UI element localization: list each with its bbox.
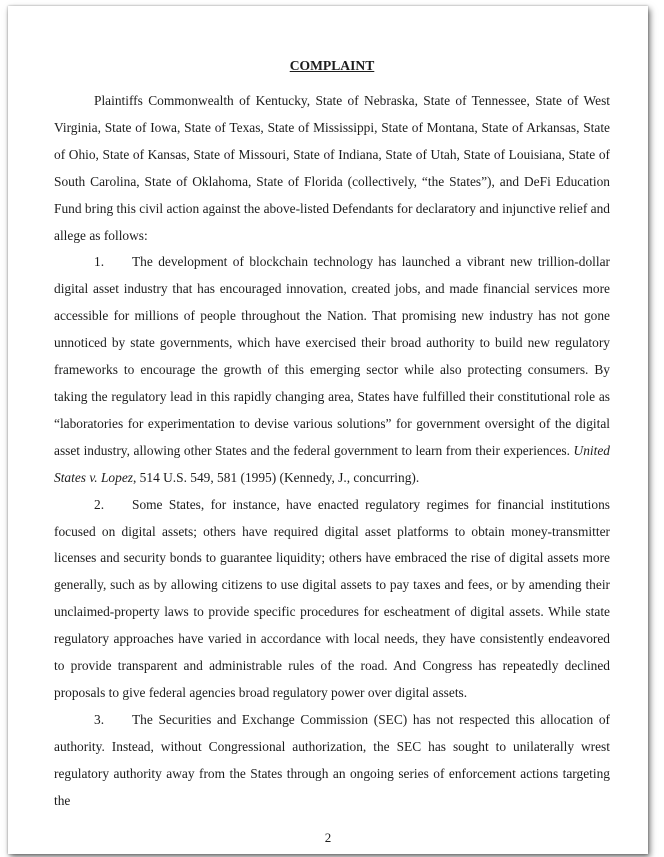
citation-details: , 514 U.S. 549, 581 (1995) (Kennedy, J., concurring). — [132, 469, 420, 485]
paragraph-number: 1. — [94, 254, 105, 270]
document-body — [54, 56, 610, 814]
case-citation: United States v. Lopez — [54, 442, 610, 485]
page-number: 2 — [324, 830, 332, 845]
paragraph-text: Some States, for instance, have enacted regulatory regimes for financial institutions focused on digital assets; others have required digital asset platforms to obtain money-transmitter licenses and security bonds to guarantee liquidity; others have embraced the rise of digital assets more generally, such as by allowing citizens to use digital assets to pay taxes and fees, or by amending their unclaimed-property laws to provide specific procedures for escheatment of digital assets. While state regulatory approaches have varied in accordance with local needs, they have consistently endeavored to provide transparent and administrable rules of the road. And Congress has repeatedly declined proposals to give federal agencies broad regulatory power over digital assets. — [54, 496, 610, 700]
numbered-paragraph-2 — [54, 492, 610, 707]
intro-paragraph: Plaintiffs Commonwealth of Kentucky, State of Nebraska, State of Tennessee, State of West Virginia, State of Iowa, State of Texas, State of Mississippi, State of Montana, State of Arkansas, State of Ohio, State of Kansas, State of Missouri, State of Indiana, State of Utah, State of Louisiana, State of South Carolina, State of Oklahoma, State of Florida (collectively, “the States”), and DeFi Education Fund bring this civil action against the above-listed Defendants for declaratory and injunctive relief and allege as follows: — [54, 93, 610, 243]
document-page — [8, 6, 648, 854]
numbered-paragraph-1 — [54, 249, 610, 491]
numbered-paragraph-3 — [54, 707, 610, 815]
paragraph-number: 2. — [94, 496, 105, 512]
paragraph-number: 3. — [94, 711, 105, 727]
document-title: COMPLAINT — [289, 58, 375, 73]
paragraph-text: The development of blockchain technology has launched a vibrant new trillion-dollar digital asset industry that has encouraged innovation, created jobs, and made financial services more accessible for millions of people throughout the Nation. That promising new industry has not gone unnoticed by state governments, which have exercised their broad authority to build new regulatory frameworks to encourage the growth of this emerging sector while also protecting consumers. By taking the regulatory lead in this rapidly changing area, States have fulfilled their constitutional role as “laboratories for experimentation to devise various solutions” for government oversight of the digital asset industry, allowing other States and the federal government to learn from their experiences. — [54, 254, 610, 458]
paragraph-text: The Securities and Exchange Commission (SEC) has not respected this allocation of authority. Instead, without Congressional authorization, the SEC has sought to unilaterally wrest regulatory authority away from the States through an ongoing series of enforcement actions targeting the — [54, 711, 610, 808]
